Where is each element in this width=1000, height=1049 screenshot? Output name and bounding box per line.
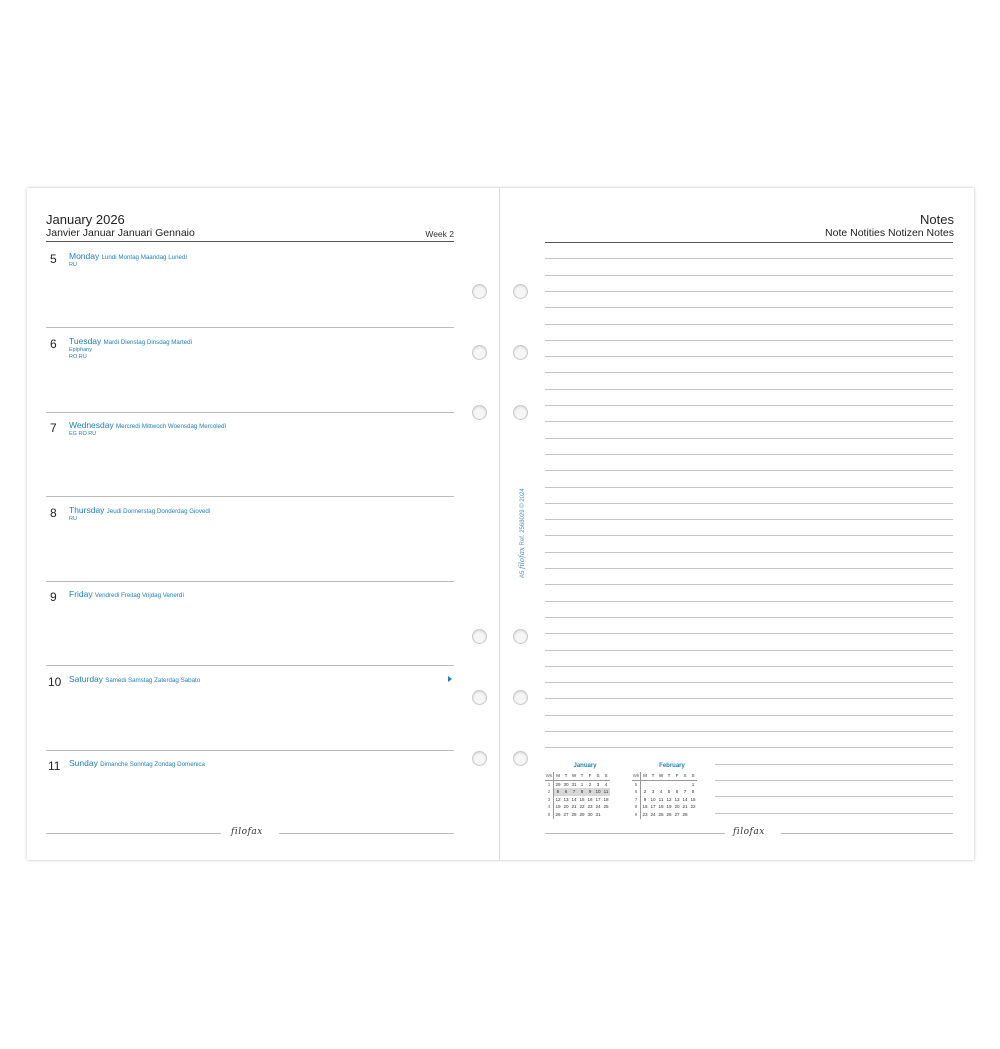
calendar-day-cell: 20 xyxy=(674,804,680,810)
calendar-week-number: 8 xyxy=(632,803,641,811)
calendar-day-cell: 10 xyxy=(650,796,656,802)
footer-rule-left xyxy=(545,833,725,834)
month-title: January 2026 xyxy=(46,212,125,227)
calendar-header-cell: W xyxy=(657,772,665,780)
note-line xyxy=(545,258,953,259)
holiday-note: RO RU xyxy=(69,353,87,360)
calendar-day-cell: 16 xyxy=(642,804,648,810)
calendar-header-cell: T xyxy=(665,772,673,780)
calendar-day-cell: 27 xyxy=(563,811,569,817)
day-number: 6 xyxy=(50,336,57,351)
note-line xyxy=(715,813,953,814)
day-name-english: Thursday xyxy=(69,504,105,515)
day-name xyxy=(69,420,226,430)
calendar-day-cell: 15 xyxy=(579,796,585,802)
day-name xyxy=(69,758,205,768)
calendar-day-cell xyxy=(665,780,673,788)
calendar-day-cell: 19 xyxy=(666,804,672,810)
binder-hole xyxy=(472,751,487,766)
note-line xyxy=(545,617,953,618)
note-line xyxy=(545,242,953,243)
note-line xyxy=(545,552,953,553)
calendar-day-cell: 19 xyxy=(555,804,561,810)
planner-spread xyxy=(27,188,974,860)
mini-calendar-grid xyxy=(632,772,697,819)
calendar-header-cell: S xyxy=(594,772,602,780)
calendar-week-number: 7 xyxy=(632,796,641,804)
day-number: 11 xyxy=(48,759,61,773)
binder-hole xyxy=(472,690,487,705)
day-number: 9 xyxy=(50,590,57,604)
binder-hole xyxy=(472,284,487,299)
calendar-day-cell: 8 xyxy=(691,789,695,795)
notes-page xyxy=(500,188,974,860)
note-line xyxy=(545,307,953,308)
day-name-english: Tuesday xyxy=(69,335,102,346)
calendar-day-cell: 6 xyxy=(675,789,679,795)
mini-calendar-month: February xyxy=(659,763,685,769)
day-name xyxy=(69,336,192,346)
note-line xyxy=(545,275,953,276)
day-name-translations: Vendredi Freitag Vrijdag Venerdì xyxy=(94,592,185,599)
note-line xyxy=(545,438,953,439)
day-name-english: Friday xyxy=(69,589,93,599)
calendar-day-cell: 4 xyxy=(659,789,663,795)
calendar-day-cell: 7 xyxy=(570,788,578,796)
day-name-translations: Dimanche Sonntag Zondag Domenica xyxy=(100,761,205,768)
calendar-day-cell: 6 xyxy=(562,788,570,796)
note-line xyxy=(545,601,953,602)
note-line xyxy=(715,780,953,781)
header-rule xyxy=(46,241,454,242)
note-line xyxy=(545,454,953,455)
day-name-translations: Lundi Montag Maandag Lunedì xyxy=(101,254,188,261)
day-number: 8 xyxy=(50,505,57,520)
calendar-day-cell: 29 xyxy=(555,781,561,787)
calendar-day-cell: 9 xyxy=(643,796,647,802)
note-line xyxy=(545,372,953,373)
day-block xyxy=(46,413,454,497)
calendar-header-cell: F xyxy=(673,772,681,780)
day-name xyxy=(69,589,184,599)
calendar-day-cell: 20 xyxy=(563,804,569,810)
calendar-week-number: 5 xyxy=(545,811,554,819)
binder-hole xyxy=(472,405,487,420)
calendar-day-cell: 31 xyxy=(595,811,601,817)
calendar-day-cell: 29 xyxy=(579,811,585,817)
calendar-header-cell: S xyxy=(689,772,697,780)
holiday-note: EG RO RU xyxy=(69,431,97,437)
day-number: 7 xyxy=(50,421,57,435)
calendar-day-cell: 26 xyxy=(666,811,672,817)
calendar-header-cell: T xyxy=(578,772,586,780)
day-block xyxy=(46,751,454,835)
day-name-english: Sunday xyxy=(69,758,98,768)
calendar-day-cell: 3 xyxy=(596,781,600,787)
note-line xyxy=(545,747,953,748)
note-line xyxy=(715,764,953,765)
notes-title: Notes xyxy=(920,212,954,227)
calendar-day-cell: 11 xyxy=(603,789,609,795)
day-name xyxy=(69,251,187,261)
spine-reference xyxy=(518,488,526,578)
week-number: Week 2 xyxy=(425,229,454,239)
calendar-day-cell: 15 xyxy=(690,796,696,802)
calendar-day-cell: 3 xyxy=(651,789,655,795)
calendar-day-cell: 5 xyxy=(667,789,671,795)
calendar-day-cell: 17 xyxy=(595,796,601,802)
note-line xyxy=(545,568,953,569)
calendar-day-cell: 17 xyxy=(650,804,656,810)
day-block xyxy=(46,667,454,751)
day-name-english: Wednesday xyxy=(69,420,114,430)
calendar-header-cell: M xyxy=(554,772,563,780)
calendar-header-cell: Wk xyxy=(632,772,641,780)
calendar-day-cell xyxy=(641,780,650,788)
note-line xyxy=(545,650,953,651)
note-line xyxy=(545,682,953,683)
note-line xyxy=(545,291,953,292)
calendar-week-number: 6 xyxy=(632,788,641,796)
calendar-day-cell: 9 xyxy=(586,788,594,796)
calendar-header-cell: T xyxy=(649,772,657,780)
note-line xyxy=(545,519,953,520)
holiday-note: Epiphany xyxy=(69,346,92,353)
calendar-week-number: 1 xyxy=(545,780,554,788)
calendar-day-cell: 22 xyxy=(690,804,696,810)
calendar-day-cell: 10 xyxy=(595,789,601,795)
note-line xyxy=(545,535,953,536)
day-number: 5 xyxy=(50,252,57,266)
notes-translations: Note Notities Notizen Notes xyxy=(825,227,954,239)
calendar-week-number: 4 xyxy=(545,803,554,811)
calendar-day-cell: 12 xyxy=(555,796,561,802)
note-line xyxy=(545,633,953,634)
calendar-day-cell xyxy=(689,811,697,819)
spine-brand: filofax xyxy=(518,547,526,569)
note-line xyxy=(545,389,953,390)
calendar-day-cell: 8 xyxy=(578,788,586,796)
calendar-header-cell: S xyxy=(681,772,689,780)
calendar-day-cell: 30 xyxy=(563,781,569,787)
calendar-day-cell: 11 xyxy=(658,796,664,802)
holiday-note: RU xyxy=(69,515,77,522)
calendar-header-cell: W xyxy=(570,772,578,780)
calendar-day-cell: 12 xyxy=(666,796,672,802)
calendar-day-cell xyxy=(649,780,657,788)
day-name-translations: Samedi Samstag Zaterdag Sabato xyxy=(105,676,201,684)
calendar-day-cell xyxy=(673,780,681,788)
note-line xyxy=(545,487,953,488)
note-line xyxy=(545,340,953,341)
note-line xyxy=(545,470,953,471)
calendar-header-cell: F xyxy=(586,772,594,780)
calendar-day-cell: 21 xyxy=(682,804,688,810)
day-name xyxy=(69,505,211,515)
day-name-translations: Mardi Dienstag Dinsdag Martedì xyxy=(103,338,193,346)
note-line xyxy=(545,666,953,667)
calendar-day-cell: 27 xyxy=(674,811,680,817)
month-translations: Janvier Januar Januari Gennaio xyxy=(46,227,195,239)
calendar-day-cell: 26 xyxy=(555,811,561,817)
calendar-day-cell: 4 xyxy=(604,781,608,787)
calendar-day-cell: 16 xyxy=(587,796,593,802)
calendar-day-cell: 24 xyxy=(650,811,656,817)
mini-calendar-grid xyxy=(545,772,610,819)
calendar-header-cell: Wk xyxy=(545,772,554,780)
binder-hole xyxy=(472,345,487,360)
calendar-day-cell: 23 xyxy=(587,804,593,810)
note-line xyxy=(545,356,953,357)
note-line xyxy=(715,796,953,797)
note-line xyxy=(545,405,953,406)
calendar-day-cell: 23 xyxy=(642,811,648,817)
calendar-day-cell: 22 xyxy=(579,804,585,810)
filofax-logo: filofax xyxy=(733,827,765,837)
calendar-header-cell: S xyxy=(602,772,610,780)
calendar-day-cell: 1 xyxy=(580,781,584,787)
note-line xyxy=(545,503,953,504)
calendar-header-cell: M xyxy=(641,772,650,780)
calendar-day-cell xyxy=(602,811,610,819)
day-block xyxy=(46,244,454,328)
note-line xyxy=(545,731,953,732)
calendar-day-cell: 21 xyxy=(571,804,577,810)
day-block xyxy=(46,498,454,582)
note-line xyxy=(545,584,953,585)
calendar-day-cell: 5 xyxy=(554,788,563,796)
calendar-week-number: 9 xyxy=(632,811,641,819)
note-line xyxy=(545,421,953,422)
day-name-translations: Jeudi Donnerstag Donderdag Giovedì xyxy=(106,507,211,515)
calendar-day-cell: 28 xyxy=(682,811,688,817)
calendar-header-cell: T xyxy=(562,772,570,780)
footer-rule-left xyxy=(46,833,221,834)
calendar-day-cell: 30 xyxy=(587,811,593,817)
footer-rule-right xyxy=(781,833,953,834)
mini-calendar-month: January xyxy=(573,763,597,769)
day-name-translations: Mercredi Mittwoch Woensdag Mercoledì xyxy=(115,423,227,430)
calendar-day-cell: 31 xyxy=(571,781,577,787)
note-line xyxy=(545,698,953,699)
calendar-day-cell: 2 xyxy=(588,781,592,787)
calendar-day-cell: 25 xyxy=(658,811,664,817)
calendar-day-cell xyxy=(681,780,689,788)
note-line xyxy=(545,324,953,325)
week-marker-icon xyxy=(448,676,452,682)
calendar-day-cell: 28 xyxy=(571,811,577,817)
calendar-day-cell: 24 xyxy=(595,804,601,810)
calendar-day-cell: 7 xyxy=(683,789,687,795)
calendar-day-cell xyxy=(657,780,665,788)
calendar-day-cell: 14 xyxy=(571,796,577,802)
day-name-english: Saturday xyxy=(69,673,104,684)
calendar-week-number: 5 xyxy=(632,780,641,788)
note-line xyxy=(545,715,953,716)
spine-size: A5 xyxy=(520,570,526,578)
spine-ref: Ref. 2568029 © 2024 xyxy=(520,488,526,546)
binder-hole xyxy=(472,629,487,644)
calendar-day-cell: 18 xyxy=(658,804,664,810)
calendar-week-number: 3 xyxy=(545,796,554,804)
day-name xyxy=(69,674,200,684)
calendar-day-cell: 2 xyxy=(643,789,647,795)
calendar-day-cell: 1 xyxy=(691,781,695,787)
calendar-week-number: 2 xyxy=(545,788,554,796)
holiday-note: RU xyxy=(69,262,77,268)
week-page xyxy=(27,188,499,860)
calendar-day-cell: 13 xyxy=(674,796,680,802)
calendar-day-cell: 18 xyxy=(603,796,609,802)
day-block xyxy=(46,329,454,413)
calendar-day-cell: 25 xyxy=(603,804,609,810)
calendar-day-cell: 13 xyxy=(563,796,569,802)
calendar-day-cell: 14 xyxy=(682,796,688,802)
day-name-english: Monday xyxy=(69,251,100,261)
day-number: 10 xyxy=(48,674,62,689)
footer-rule-right xyxy=(279,833,454,834)
day-block xyxy=(46,582,454,666)
filofax-logo: filofax xyxy=(231,827,263,837)
